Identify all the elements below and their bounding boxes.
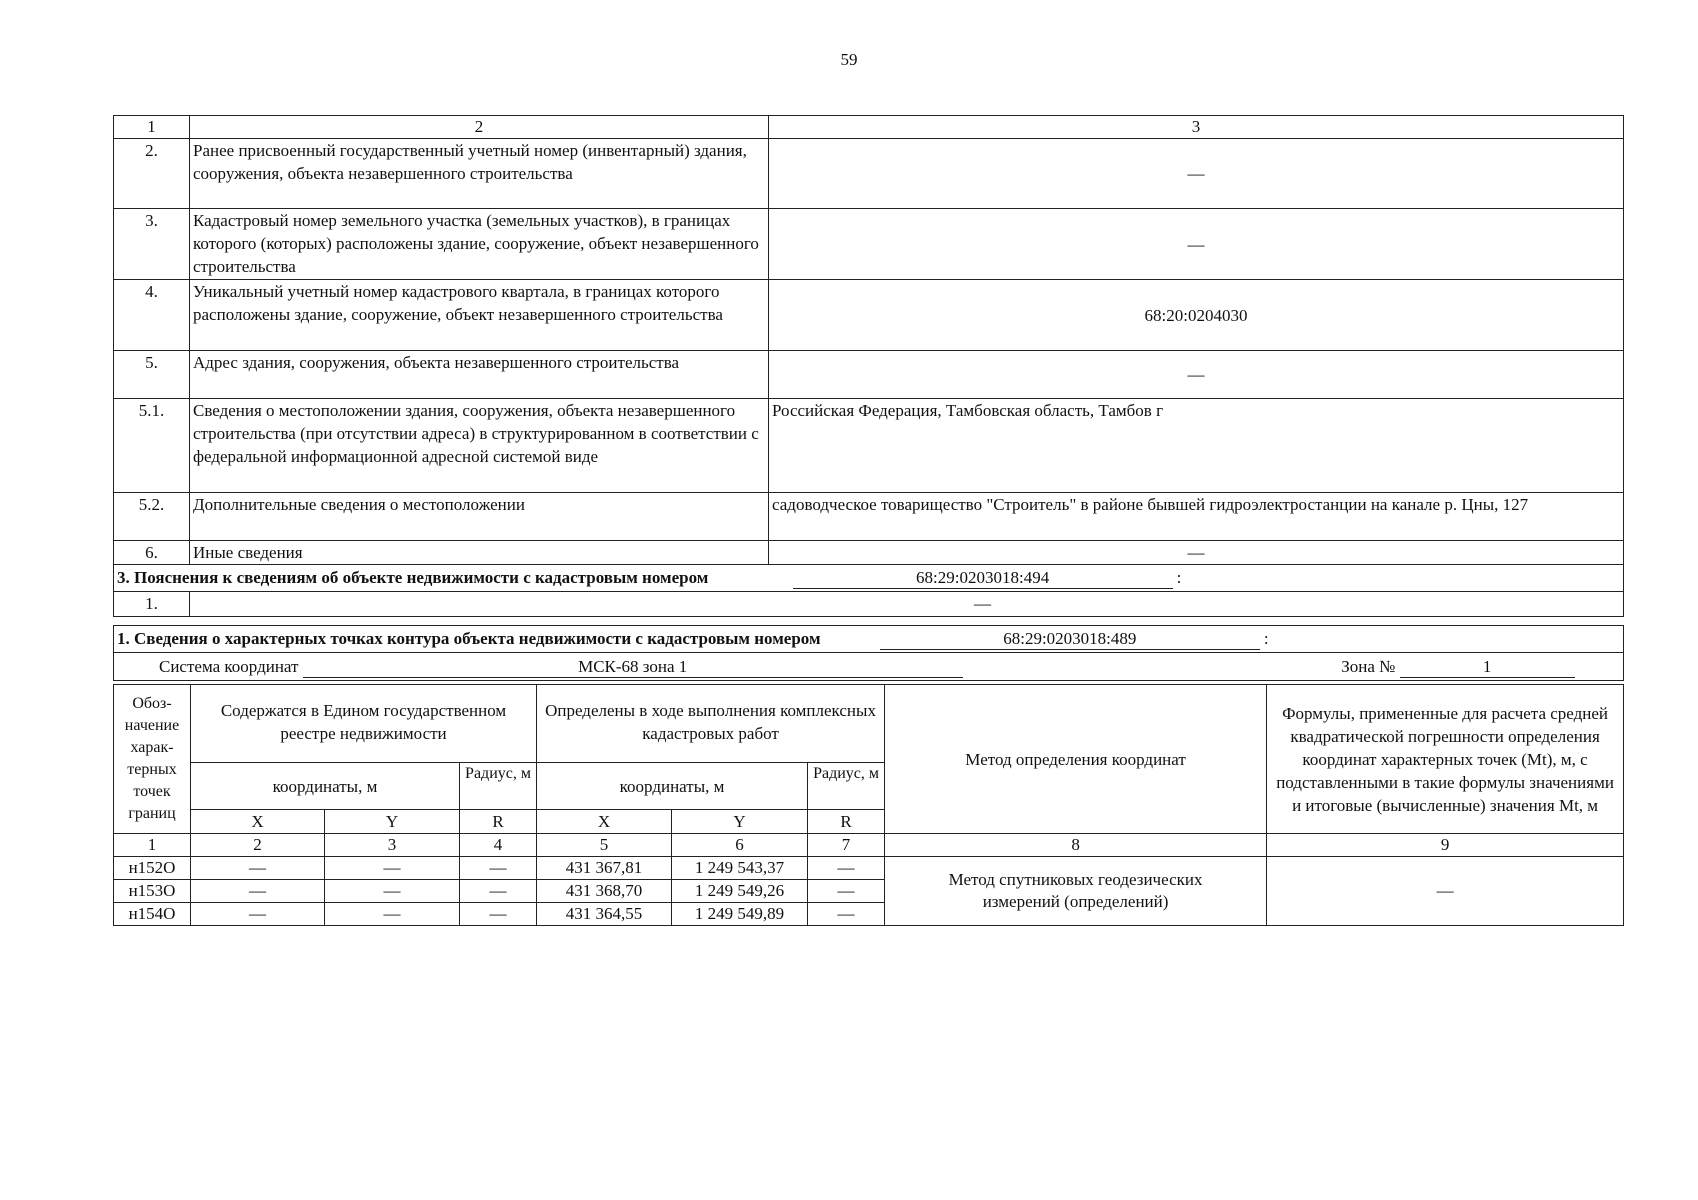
column-number: 9	[1267, 834, 1624, 857]
section3-colon: :	[1176, 568, 1182, 587]
y-value: 1 249 549,89	[672, 903, 808, 926]
row-label: Дополнительные сведения о местоположении	[190, 493, 769, 541]
row-label: Ранее присвоенный государственный учетный номер (инвентарный) здания, сооружения, объекта незавершенного строительства	[190, 139, 769, 209]
column-number: 4	[460, 834, 537, 857]
characteristic-points-table	[113, 684, 1624, 926]
coord-system-value: МСК-68 зона 1	[303, 657, 963, 678]
column-number: 6	[672, 834, 808, 857]
row-number: 5.2.	[114, 493, 190, 541]
column-number: 2	[190, 116, 769, 139]
point-designation: н153О	[114, 880, 191, 903]
r-egrn: —	[460, 903, 537, 926]
x-header: X	[537, 810, 672, 834]
y-egrn: —	[325, 880, 460, 903]
coord-system-label: Система координат	[159, 657, 299, 676]
r-value: —	[808, 880, 885, 903]
row-label: Адрес здания, сооружения, объекта незавершенного строительства	[190, 351, 769, 399]
column-number: 8	[885, 834, 1267, 857]
row-value: —	[769, 351, 1624, 399]
x-egrn: —	[191, 880, 325, 903]
row-value: —	[769, 209, 1624, 280]
row-number: 5.	[114, 351, 190, 399]
table-row	[114, 399, 1624, 493]
row-value: садоводческое товарищество "Строитель" в районе бывшей гидроэлектростанции на канале р. Цны, 127	[769, 493, 1624, 541]
r-value: —	[808, 903, 885, 926]
y-header: Y	[672, 810, 808, 834]
row-number: 5.1.	[114, 399, 190, 493]
column-number: 7	[808, 834, 885, 857]
table-row	[114, 493, 1624, 541]
row-number: 4.	[114, 280, 190, 351]
designation-header: Обоз-начение харак-терных точек границ	[114, 685, 191, 834]
r-header: R	[460, 810, 537, 834]
formulas-header: Формулы, примененные для расчета средней квадратической погрешности определения координат характерных точек (Mt), м, с подставленными в такие формулы значениями и итоговые (вычисленные) значения Mt, м	[1267, 685, 1624, 834]
r-value: —	[808, 857, 885, 880]
table-row	[114, 209, 1624, 280]
y-egrn: —	[325, 903, 460, 926]
r-header: R	[808, 810, 885, 834]
points-section-header	[113, 625, 1624, 681]
building-info-table	[113, 115, 1624, 617]
zone-value: 1	[1400, 657, 1575, 678]
column-number-row	[114, 116, 1624, 139]
table-row	[114, 351, 1624, 399]
points-title: 1. Сведения о характерных точках контура объекта недвижимости с кадастровым номером	[117, 629, 821, 648]
coords-header: координаты, м	[191, 763, 460, 810]
x-value: 431 364,55	[537, 903, 672, 926]
row-number: 3.	[114, 209, 190, 280]
formula-value: —	[1267, 857, 1624, 926]
row-number: 2.	[114, 139, 190, 209]
column-number: 2	[191, 834, 325, 857]
row-number: 6.	[114, 541, 190, 565]
method-value: Метод спутниковых геодезических измерений (определений)	[885, 857, 1267, 926]
radius-header: Радиус, м	[808, 763, 885, 810]
column-number: 1	[114, 116, 190, 139]
egrn-header: Содержатся в Едином государственном реестре недвижимости	[191, 685, 537, 763]
coords-header: координаты, м	[537, 763, 808, 810]
table-row	[114, 541, 1624, 565]
column-number: 3	[769, 116, 1624, 139]
row-label: Иные сведения	[190, 541, 769, 565]
point-designation: н152О	[114, 857, 191, 880]
table-row	[114, 280, 1624, 351]
x-egrn: —	[191, 857, 325, 880]
page-number: 59	[840, 50, 858, 69]
point-designation: н154О	[114, 903, 191, 926]
y-header: Y	[325, 810, 460, 834]
points-cadastral-number: 68:29:0203018:489	[880, 629, 1260, 650]
column-number-row	[114, 834, 1624, 857]
section3-title: 3. Пояснения к сведениям об объекте недвижимости с кадастровым номером	[117, 568, 709, 587]
table-row	[114, 592, 1624, 617]
row-number: 1.	[114, 592, 190, 617]
table-row	[114, 139, 1624, 209]
radius-header: Радиус, м	[460, 763, 537, 810]
x-value: 431 368,70	[537, 880, 672, 903]
x-header: X	[191, 810, 325, 834]
r-egrn: —	[460, 880, 537, 903]
zone-label: Зона №	[1341, 657, 1396, 676]
x-value: 431 367,81	[537, 857, 672, 880]
row-value: —	[769, 139, 1624, 209]
row-value: —	[769, 541, 1624, 565]
points-title-row	[114, 626, 1624, 653]
column-number: 3	[325, 834, 460, 857]
row-label: Сведения о местоположении здания, сооружения, объекта незавершенного строительства (при отсутствии адреса) в структурированном в соответствии с федеральной информационной адресной системой виде	[190, 399, 769, 493]
method-header: Метод определения координат	[885, 685, 1267, 834]
determined-header: Определены в ходе выполнения комплексных кадастровых работ	[537, 685, 885, 763]
row-label: Кадастровый номер земельного участка (земельных участков), в границах которого (которых) расположены здание, сооружение, объект незавершенного строительства	[190, 209, 769, 280]
row-value: 68:20:0204030	[769, 280, 1624, 351]
column-number: 5	[537, 834, 672, 857]
row-value: —	[974, 594, 991, 613]
coordinate-system-row	[114, 653, 1624, 681]
table-row	[114, 857, 1624, 880]
section3-cadastral-number: 68:29:0203018:494	[793, 568, 1173, 589]
x-egrn: —	[191, 903, 325, 926]
r-egrn: —	[460, 857, 537, 880]
section3-title-row	[114, 565, 1624, 592]
y-egrn: —	[325, 857, 460, 880]
row-value: Российская Федерация, Тамбовская область, Тамбов г	[769, 399, 1624, 493]
y-value: 1 249 543,37	[672, 857, 808, 880]
column-number: 1	[114, 834, 191, 857]
row-label: Уникальный учетный номер кадастрового квартала, в границах которого расположены здание, сооружение, объект незавершенного строительства	[190, 280, 769, 351]
y-value: 1 249 549,26	[672, 880, 808, 903]
points-colon: :	[1263, 629, 1269, 648]
